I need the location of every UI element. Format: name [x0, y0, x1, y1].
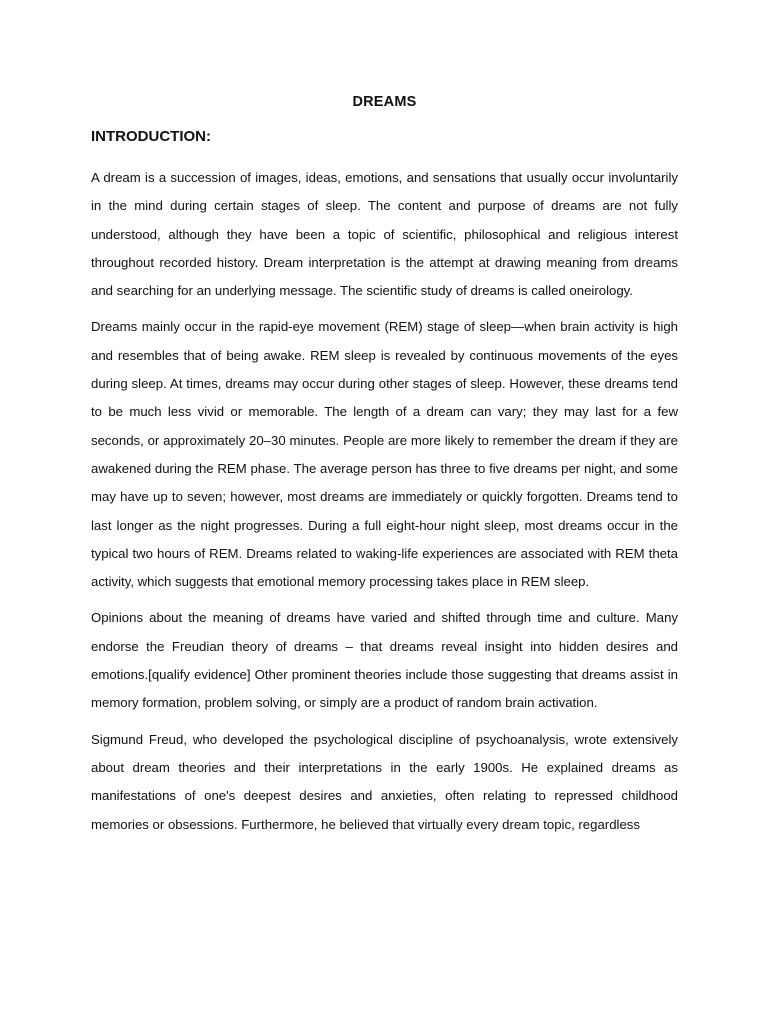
paragraph-3: Opinions about the meaning of dreams have varied and shifted through time and culture. Many endorse the Freudian theory of dreams – that dreams reveal insight into hidden desires and emotions.[qualify evidence] Other prominent theories include those suggesting that dreams assist in memory formation, problem solving, or simply are a product of random brain activation.	[91, 610, 678, 711]
paragraph-1: A dream is a succession of images, ideas, emotions, and sensations that usually occur involuntarily in the mind during certain stages of sleep. The content and purpose of dreams are not fully understood, although they have been a topic of scientific, philosophical and religious interest throughout recorded history. Dream interpretation is the attempt at drawing meaning from dreams and searching for an underlying message. The scientific study of dreams is called oneirology.	[91, 170, 678, 299]
section-heading-introduction: INTRODUCTION:	[91, 128, 211, 145]
document-title: DREAMS	[352, 94, 417, 110]
paragraph-4: Sigmund Freud, who developed the psychological discipline of psychoanalysis, wrote extensively about dream theories and their interpretations in the early 1900s. He explained dreams as manifestations of one's deepest desires and anxieties, often relating to repressed childhood memories or obsessions. Furthermore, he believed that virtually every dream topic, regardless	[91, 731, 678, 832]
paragraph-2: Dreams mainly occur in the rapid-eye movement (REM) stage of sleep—when brain activity is high and resembles that of being awake. REM sleep is revealed by continuous movements of the eyes during sleep. At times, dreams may occur during other stages of sleep. However, these dreams tend to be much less vivid or memorable. The length of a dream can vary; they may last for a few seconds, or approximately 20–30 minutes. People are more likely to remember the dream if they are awakened during the REM phase. The average person has three to five dreams per night, and some may have up to seven; however, most dreams are immediately or quickly forgotten. Dreams tend to last longer as the night progresses. During a full eight-hour night sleep, most dreams occur in the typical two hours of REM. Dreams related to waking-life experiences are associated with REM theta activity, which suggests that emotional memory processing takes place in REM sleep.	[91, 319, 678, 590]
document-page	[91, 92, 678, 847]
